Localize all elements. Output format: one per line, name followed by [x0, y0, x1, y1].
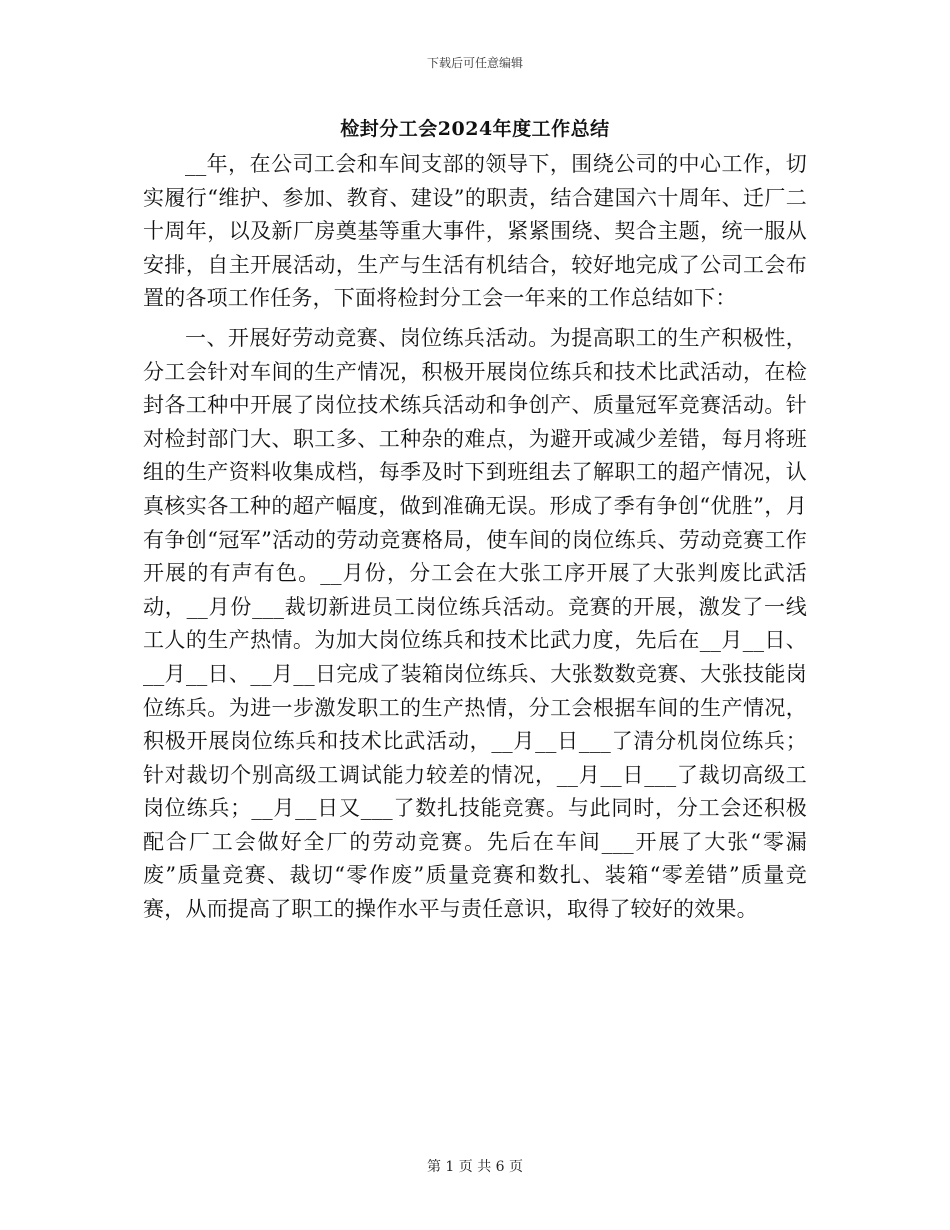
document-body [143, 148, 807, 927]
page-number: 第 1 页 共 6 页 [426, 1159, 524, 1175]
paragraph-section-one: 一、开展好劳动竞赛、岗位练兵活动。为提高职工的生产积极性，分工会针对车间的生产情况，积极开展岗位练兵和技术比武活动，在检封各工种中开展了岗位技术练兵活动和争创产、质量冠军竞赛活动。针对检封部门大、职工多、工种杂的难点，为避开或减少差错，每月将班组的生产资料收集成档，每季及时下到班组去了解职工的超产情况，认真核实各工种的超产幅度，做到准确无误。形成了季有争创“优胜”，月有争创“冠军”活动的劳动竞赛格局，使车间的岗位练兵、劳动竞赛工作开展的有声有色。__月份，分工会在大张工序开展了大张判废比武活动，__月份___裁切新进员工岗位练兵活动。竞赛的开展，激发了一线工人的生产热情。为加大岗位练兵和技术比武力度，先后在__月__日、__月__日、__月__日完成了装箱岗位练兵、大张数数竞赛、大张技能岗位练兵。为进一步激发职工的生产热情，分工会根据车间的生产情况，积极开展岗位练兵和技术比武活动，__月__日___了清分机岗位练兵；针对裁切个别高级工调试能力较差的情况，__月__日___了裁切高级工岗位练兵；__月__日又___了数扎技能竞赛。与此同时，分工会还积极配合厂工会做好全厂的劳动竞赛。先后在车间___开展了大张“零漏废”质量竞赛、裁切“零作废”质量竞赛和数扎、装箱“零差错”质量竞赛，从而提高了职工的操作水平与责任意识，取得了较好的效果。 [143, 325, 807, 922]
download-note: 下载后可任意编辑 [426, 56, 523, 70]
paragraph-intro: __年，在公司工会和车间支部的领导下，围绕公司的中心工作，切实履行“维护、参加、教育、建设”的职责，结合建国六十周年、迁厂二十周年，以及新厂房奠基等重大事件，紧紧围绕、契合主题，统一服从安排，自主开展活动，生产与生活有机结合，较好地完成了公司工会布置的各项工作任务，下面将检封分工会一年来的工作总结如下： [143, 152, 807, 311]
document-title: 检封分工会2024年度工作总结 [340, 118, 610, 140]
